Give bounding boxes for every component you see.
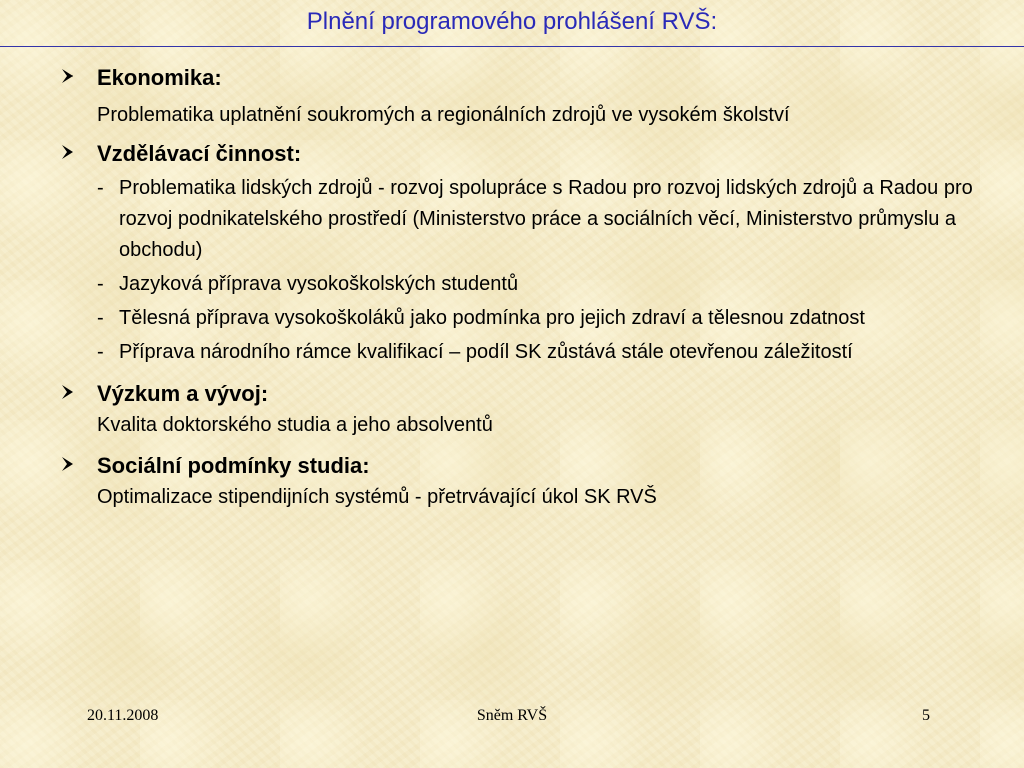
- dash-bullet: -: [97, 341, 104, 363]
- arrow-bullet-icon: [59, 67, 81, 85]
- list-item-text: Příprava národního rámce kvalifikací – podíl SK zůstává stále otevřenou záležitostí: [119, 341, 853, 363]
- section-heading: Sociální podmínky studia:: [97, 453, 370, 478]
- section-text: Kvalita doktorského studia a jeho absolventů: [97, 414, 493, 436]
- section-heading: Výzkum a vývoj:: [97, 381, 269, 406]
- arrow-bullet-icon: [59, 455, 81, 473]
- list-item: [97, 303, 986, 334]
- section-heading: Vzdělávací činnost:: [97, 141, 302, 166]
- section-vyzkum-a-vyvoj: [56, 378, 986, 440]
- section-text: Optimalizace stipendijních systémů - přetrvávající úkol SK RVŠ: [97, 486, 657, 508]
- section-vzdelavaci-cinnost: [56, 138, 986, 368]
- slide-title: Plnění programového prohlášení RVŠ:: [306, 8, 718, 35]
- list-item-text: Problematika lidských zdrojů - rozvoj spolupráce s Radou pro rozvoj lidských zdrojů a Radou pro rozvoj podnikatelského prostředí (Ministerstvo práce a sociálních věcí, Ministerstvo průmyslu a obchodu): [119, 177, 973, 261]
- dash-bullet: -: [97, 273, 104, 295]
- footer-date: 20.11.2008: [87, 707, 159, 724]
- section-ekonomika: [56, 62, 986, 130]
- dash-bullet: -: [97, 177, 104, 199]
- list-item-text: Tělesná příprava vysokoškoláků jako podmínka pro jejich zdraví a tělesnou zdatnost: [119, 307, 865, 329]
- list-item: [97, 337, 986, 368]
- arrow-bullet-icon: [59, 383, 81, 401]
- dash-bullet: -: [97, 307, 104, 329]
- footer-center: Sněm RVŠ: [476, 707, 548, 724]
- section-heading: Ekonomika:: [97, 65, 222, 90]
- list-item: [97, 269, 986, 300]
- list-item-text: Jazyková příprava vysokoškolských studentů: [119, 273, 519, 295]
- page-number: 5: [922, 707, 930, 724]
- list-item: [97, 173, 986, 266]
- arrow-bullet-icon: [59, 143, 81, 161]
- title-bar: [0, 0, 1024, 47]
- slide-content: [56, 62, 986, 518]
- section-text: Problematika uplatnění soukromých a regionálních zdrojů ve vysokém školství: [97, 104, 790, 126]
- section-socialni-podminky: [56, 450, 986, 512]
